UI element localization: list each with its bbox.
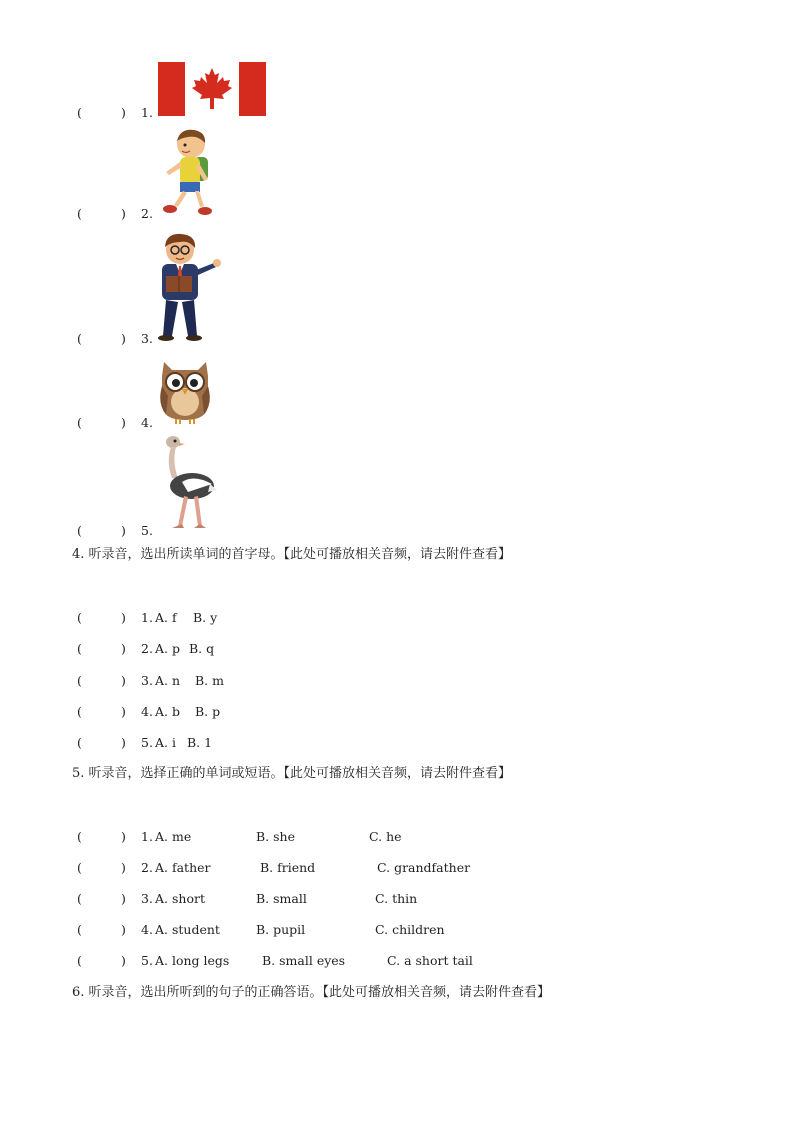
- answer-paren-open: (: [77, 610, 82, 625]
- item-number: 5.: [141, 523, 153, 538]
- section-6-title: 6. 听录音，选出所听到的句子的正确答语。【此处可播放相关音频，请去附件查看】: [72, 985, 551, 1000]
- option-a: A. me: [155, 829, 192, 844]
- answer-paren-close: ): [121, 610, 126, 625]
- item-number: 1.: [141, 610, 153, 625]
- answer-paren-open: (: [77, 105, 82, 120]
- option-c: C. children: [375, 922, 445, 937]
- option-a: A. p: [155, 641, 180, 656]
- answer-paren-close: ): [121, 922, 126, 937]
- answer-paren-open: (: [77, 673, 82, 688]
- option-c: C. a short tail: [387, 953, 473, 968]
- option-a: A. short: [155, 891, 205, 906]
- owl-image: [158, 356, 212, 426]
- answer-paren-close: ): [121, 735, 126, 750]
- item-number: 2.: [141, 206, 153, 221]
- answer-paren-close: ): [121, 206, 126, 221]
- option-c: C. he: [369, 829, 402, 844]
- answer-paren-open: (: [77, 415, 82, 430]
- option-c: C. grandfather: [377, 860, 471, 875]
- answer-paren-close: ): [121, 523, 126, 538]
- option-b: B. small eyes: [262, 953, 346, 968]
- section-4-title: 4. 听录音，选出所读单词的首字母。【此处可播放相关音频，请去附件查看】: [72, 547, 512, 562]
- option-a: A. long legs: [155, 953, 230, 968]
- option-a: A. i: [155, 735, 176, 750]
- option-b: B. pupil: [256, 922, 306, 937]
- item-number: 1.: [141, 829, 153, 844]
- answer-paren-open: (: [77, 704, 82, 719]
- section-5-title: 5. 听录音，选择正确的单词或短语。【此处可播放相关音频，请去附件查看】: [72, 766, 512, 781]
- option-b: B. p: [195, 704, 221, 719]
- item-number: 4.: [141, 704, 153, 719]
- answer-paren-open: (: [77, 331, 82, 346]
- answer-paren-open: (: [77, 891, 82, 906]
- answer-paren-close: ): [121, 891, 126, 906]
- option-b: B. m: [195, 673, 224, 688]
- option-a: A. student: [155, 922, 220, 937]
- answer-paren-close: ): [121, 704, 126, 719]
- answer-paren-open: (: [77, 953, 82, 968]
- option-b: B. y: [193, 610, 218, 625]
- option-b: B. 1: [187, 735, 213, 750]
- item-number: 5.: [141, 735, 153, 750]
- item-number: 3.: [141, 673, 153, 688]
- answer-paren-close: ): [121, 673, 126, 688]
- answer-paren-open: (: [77, 922, 82, 937]
- item-number: 3.: [141, 891, 153, 906]
- item-number: 1.: [141, 105, 153, 120]
- answer-paren-close: ): [121, 105, 126, 120]
- option-b: B. q: [189, 641, 215, 656]
- item-number: 4.: [141, 922, 153, 937]
- option-b: B. she: [256, 829, 295, 844]
- answer-paren-close: ): [121, 953, 126, 968]
- answer-paren-close: ): [121, 829, 126, 844]
- answer-paren-open: (: [77, 641, 82, 656]
- answer-paren-open: (: [77, 735, 82, 750]
- option-a: A. b: [155, 704, 180, 719]
- answer-paren-close: ): [121, 641, 126, 656]
- item-number: 2.: [141, 641, 153, 656]
- answer-paren-close: ): [121, 415, 126, 430]
- option-a: A. f: [155, 610, 177, 625]
- option-b: B. small: [256, 891, 307, 906]
- item-number: 5.: [141, 953, 153, 968]
- answer-paren-open: (: [77, 829, 82, 844]
- answer-paren-open: (: [77, 860, 82, 875]
- boy-walking-image: [158, 127, 218, 219]
- canada-flag-image: [158, 62, 266, 116]
- answer-paren-close: ): [121, 860, 126, 875]
- item-number: 4.: [141, 415, 153, 430]
- item-number: 2.: [141, 860, 153, 875]
- option-c: C. thin: [375, 891, 418, 906]
- teacher-image: [156, 230, 224, 342]
- answer-paren-open: (: [77, 523, 82, 538]
- option-a: A. n: [155, 673, 181, 688]
- option-a: A. father: [155, 860, 211, 875]
- item-number: 3.: [141, 331, 153, 346]
- ostrich-image: [160, 434, 218, 534]
- answer-paren-open: (: [77, 206, 82, 221]
- option-b: B. friend: [260, 860, 316, 875]
- answer-paren-close: ): [121, 331, 126, 346]
